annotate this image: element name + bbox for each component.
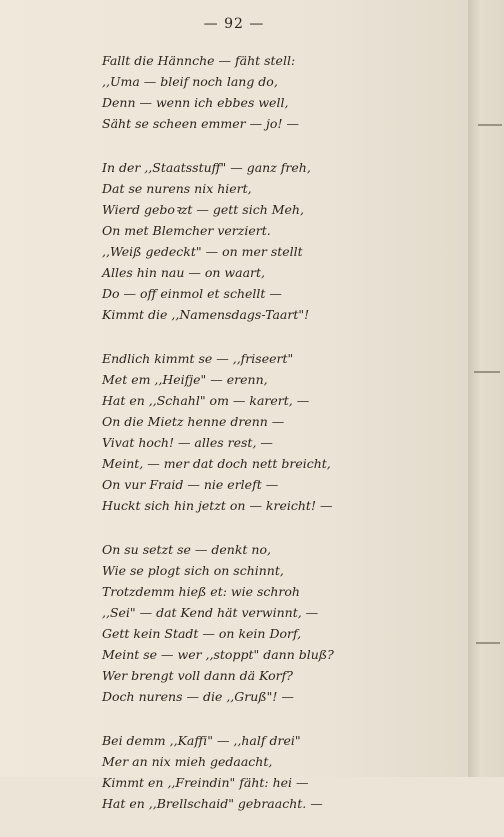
book-gutter — [468, 0, 504, 777]
binding-mark — [474, 371, 500, 373]
poem-line: Hat en ,,Brellschaid" gebraacht. — — [102, 796, 323, 811]
poem-line: Bei demm ,,Kaffi" — ,,half drei" — [102, 733, 301, 748]
poem-line: ,,Sei" — dat Kend hät verwinnt, — — [102, 605, 319, 620]
stanza-4 — [102, 539, 432, 707]
poem-line: On vur Fraid — nie erleft — — [102, 477, 279, 492]
poem-line: Doch nurens — die ,,Gruß"! — — [102, 689, 294, 704]
binding-mark — [478, 124, 502, 126]
poem-line: Do — off einmol et schellt — — [102, 286, 282, 301]
poem-line: Fallt die Hännche — fäht stell: — [102, 53, 296, 68]
poem-line: Kimmt die ,,Namensdags-Taart"! — [102, 307, 310, 322]
poem-line: Säht se scheen emmer — jo! — — [102, 116, 299, 131]
stanza-5 — [102, 730, 432, 814]
poem-line: Dat se nurens nix hiert, — [102, 181, 252, 196]
poem-line: ,,Weiß gedeckt" — on mer stellt — [102, 244, 303, 259]
poem-line: Mer an nix mieh gedaacht, — [102, 754, 273, 769]
poem-line: Alles hin nau — on waart, — [102, 265, 266, 280]
stanza-1 — [102, 50, 432, 134]
poem-line: On die Mietz henne drenn — — [102, 414, 285, 429]
poem-line: ,,Uma — bleif noch lang do, — [102, 74, 278, 89]
poem-line: Hat en ,,Schahl" om — karert, — — [102, 393, 310, 408]
poem-line: On su setzt se — denkt no, — [102, 542, 271, 557]
poem-line: Vivat hoch! — alles rest, — — [102, 435, 273, 450]
poem-line: Wer brengt voll dann dä Korf? — [102, 668, 293, 683]
poem-line: Meint, — mer dat doch nett breicht, — [102, 456, 331, 471]
binding-mark — [476, 642, 500, 644]
stanza-3 — [102, 348, 432, 516]
poem-line: On met Blemcher verziert. — [102, 223, 271, 238]
poem-line: Gett kein Stadt — on kein Dorf, — [102, 626, 302, 641]
stanza-2 — [102, 157, 432, 325]
poem-line: Wierd geboꝛzt — gett sich Meh, — [102, 202, 304, 217]
poem-line: In der ,,Staatsstuff" — ganz freh, — [102, 160, 311, 175]
poem-line: Trotzdemm hieß et: wie schroh — [102, 584, 300, 599]
poem-line: Kimmt en ,,Freindin" fäht: hei — — [102, 775, 309, 790]
poem-line: Wie se plogt sich on schinnt, — [102, 563, 284, 578]
poem-line: Meint se — wer ,,stoppt" dann bluß? — [102, 647, 334, 662]
poem-line: Huckt sich hin jetzt on — kreicht! — — [102, 498, 333, 513]
poem-line: Endlich kimmt se — ,,friseert" — [102, 351, 294, 366]
poem-line: Denn — wenn ich ebbes well, — [102, 95, 289, 110]
poem-text — [102, 50, 432, 837]
page-number: — 92 — — [203, 16, 265, 32]
poem-line: Met em ,,Heifje" — erenn, — [102, 372, 268, 387]
